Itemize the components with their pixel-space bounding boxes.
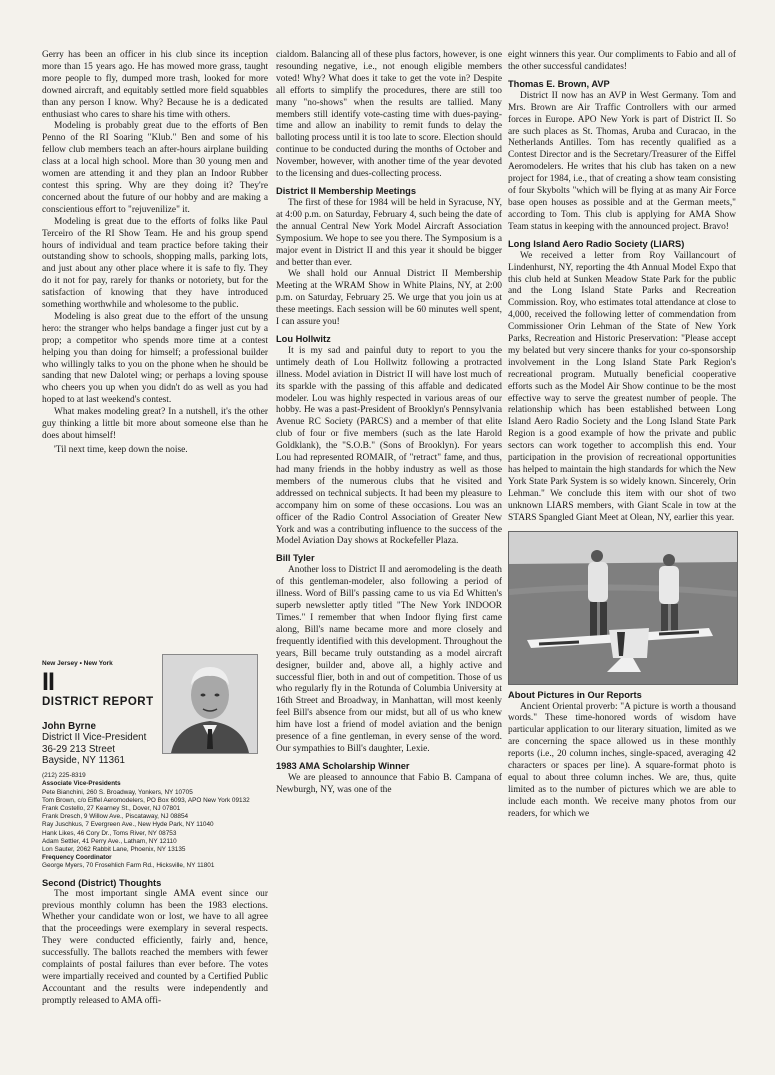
article-paragraph: Modeling is great due to the efforts of folks like Paul Terceiro of the RI Show Team. He and his group spend hours of individual and team practice before taking their outstanding show to schools, shopping malls, parking lots, and just about any other place where it is safe to fly. They do it not for pay, rarely for thanks or notoriety, but for the satisfaction of knowing that they have introduced something worthwhile and wholesome to the public. (42, 216, 268, 311)
region-label: New Jersey • New York (42, 660, 113, 667)
report-title: DISTRICT REPORT (42, 696, 154, 708)
associates-list (42, 780, 268, 870)
district-numeral: II (42, 668, 54, 696)
associate-entry: Frank Dresch, 9 Willow Ave., Piscataway, NJ 08854 (42, 813, 189, 821)
article-paragraph: We are pleased to announce that Fabio B. Campana of Newburgh, NY, was one of the (276, 772, 502, 795)
article-paragraph: The first of these for 1984 will be held in Syracuse, NY, at 4:00 p.m. on Saturday, February 4, such being the date of the annual Central New York Model Aircraft Association Symposium. We hope to see you there. The Symposium is a major event in District II and this year it should be bigger and better than ever. (276, 197, 502, 268)
district-report-block (42, 660, 268, 1008)
associate-entry: Lon Sauter, 2062 Rabbit Lane, Phoenix, NY 13135 (42, 846, 186, 854)
article-paragraph: eight winners this year. Our compliments to Fabio and all of the other successful candidates! (508, 50, 736, 72)
section-heading: Lou Hollwitz (276, 333, 331, 344)
portrait-image (163, 655, 257, 753)
model-airplane-photo (509, 532, 737, 684)
vp-city: Bayside, NY 11361 (42, 754, 125, 766)
coordinator-entry: George Myers, 70 Frosehlich Farm Rd., Hicksville, NY 11801 (42, 862, 215, 870)
field-photo (508, 531, 738, 685)
article-paragraph: Ancient Oriental proverb: "A picture is worth a thousand words." These time-honored words of wisdom have particular application to our literary situation, limited as we are concerning the space allowed us in these monthly reports (i.e., 20 column inches, single-spaced, averaging 42 characters or spaces per line). A square-format photo is equal to about three column inches. We are, thus, quite limited as to the number of pictures which we are able to include each month. We receive many photos from our readers, for which we (508, 701, 736, 819)
section-heading: Bill Tyler (276, 553, 315, 564)
vice-president-photo (162, 654, 258, 754)
associates-label: Associate Vice-Presidents (42, 780, 121, 788)
column-right (508, 50, 736, 821)
article-paragraph: Modeling is also great due to the effort of the unsung hero: the stranger who helps bandage a finger just cut by a prop; a competitor who spends more time at a contest helping you than doing for himself; a professional builder who willingly talks to you on the phone when he should be sanding that new Dalotel wing; or perhaps a loving spouse who cheers you up when you didn't do as well as you had hoped to at last weekend's contest. (42, 311, 268, 406)
section-heading: Thomas E. Brown, AVP (508, 78, 610, 89)
associate-entry: Frank Costello, 27 Kearney St., Dover, NJ 07801 (42, 805, 181, 812)
article-paragraph: We received a letter from Roy Vaillancourt of Lindenhurst, NY, reporting the 4th Annual Model Expo that this club held at Sunken Meadow State Park for the public and the Long Island State Parks and Recreation Commission. Roy, who estimates total attendance at close to 4,000, received the following letter of commendation from Commissioner Orin Lehman of the State of New York Parks, Recreation and Historic Preservation: "Please accept my belated but very sincere thanks for your co-sponsorship involvement in the Long Island State Park Region's recreational program. Mutually beneficial cooperative efforts such as the Model Air Show continue to be the most effective way to serve the greatest number of people. The relationship which has been established between Long Island Aero Radio Society and the Long Island State Park Region is a good example of how the private and public sectors can work together to accomplish this end. Your participation in the provision of recreational opportunities has helped to maintain the high standards for which the New York State Park System is so widely known. Sincerely, Orin Lehman." We conclude this item with our shot of two unknown LIARS members, with Giant Scale in tow at the STARS Spangled Giant Meet at Olean, NY, earlier this year. (508, 250, 736, 523)
section-heading: 1983 AMA Scholarship Winner (276, 760, 410, 771)
vp-name: John Byrne (42, 721, 96, 732)
article-paragraph: Gerry has been an officer in his club since its inception more than 15 years ago. He has mowed more grass, taught more people to fly, dumped more trash, looked for more downed aircraft, and equitably settled more field squabbles than any person I know. Why? Because he is a dedicated enthusiast who cares to share his time with others. (42, 50, 268, 120)
associate-entry: Ray Juschkus, 7 Evergreen Ave., New Hyde Park, NY 11040 (42, 821, 214, 829)
section-heading: Second (District) Thoughts (42, 877, 162, 888)
vp-title: District II Vice-President (42, 732, 147, 744)
article-paragraph: cialdom. Balancing all of these plus factors, however, is one resounding negative, i.e., not enough eligible members voted! Why? What does it take to get the vote in? Despite all efforts to simplify the procedures, there are still too many "no-shows" when the results are tallied. Many members still identify vote-casting time with dues-paying-time and allow an inability to remit funds to delay the balloting process until it is too late to score. Election should continue to be conducted during the months of October and November, however, with another time of the year devoted to the licensing and dues-collecting process. (276, 50, 502, 180)
article-paragraph: Another loss to District II and aeromodeling is the death of this gentleman-modeler, also following a period of illness. Word of Bill's passing came to us via Ed Whitten's superb newsletter aptly titled "The New York INDOOR Times." I remember that when Indoor flying first came along, Bill's name became more and more closely and frequently identified with this development. Throughout the years, Bill became truly outstanding as a model aircraft designer, builder and, above all, a highly active and successful flier, both in and out of competition. Those of us who regularly fly in the Rotunda of Columbia University at 16th Street and Broadway, in Manhattan, will most keenly feel Bill's absence from our midst, but all of us who knew him have lost a friend of model aviation and the benign presence of a fine gentleman, in every sense of the word. Our sympathies to Bill's daughter, Lexie. (276, 565, 502, 754)
associate-entry: Pete Bianchini, 260 S. Broadway, Yonkers, NY 10705 (42, 788, 193, 796)
coordinator-label: Frequency Coordinator (42, 854, 112, 862)
column-middle (276, 50, 502, 797)
vp-street: 36-29 213 Street (42, 743, 115, 755)
article-paragraph: The most important single AMA event since our previous monthly column has been the 1983 elections. Whether your candidate won or lost, we have to all agree that the proceedings were exemplary in several respects. They were conducted efficiently, fairly and, hence, successfully. The ballots reached the members with fewer complaints of postal failures than ever before. The votes were impartially received and counted by a Certified Public Accountant and the results were independently and promptly released to AMA offi- (42, 888, 268, 1006)
article-paragraph: District II now has an AVP in West Germany. Tom and Mrs. Brown are Air Traffic Controllers with our armed forces in Europe. APO New York is part of District II. So are such places as St. Thomas, Aruba and Curacao, in the Netherlands Antilles. Tom has recently qualified as a Contest Director and is the Secretary/Treasurer of the Eiffel Aeromodelers. He writes that his club has taken on a new project for 1984, i.e., that of creating a show team consisting of four Skybolts "which will be flying at as many Air Force base open houses as possible and at the German meets," according to Tom. This club is applying for AMA Show Team status in keeping with the announced project. Bravo! (508, 90, 736, 232)
column-left (42, 50, 268, 457)
article-paragraph: We shall hold our Annual District II Membership Meeting at the WRAM Show in White Plains, NY, at 2:00 p.m. on Saturday, February 25. We urge that you join us at these meetings. Each session will be 60 minutes well spent, I can assure you! (276, 269, 502, 328)
article-paragraph: It is my sad and painful duty to report to you the untimely death of Lou Hollwitz following a protracted illness. Model aviation in District II will have lost much of its sparkle with the passing of this affable and dedicated modeler. Lou was highly respected in various areas of our hobby. He was a past-President of Brooklyn's Pennsylvania Avenue RC Society (PARCS) and a member of that elite club of four or five members (such as the late Harold Goldklank), the "S.O.B." (Sons of Brooklyn). For years Lou had represented ROMAIR, of "retract" fame, and thus, had many friends in the hobby industry as well as those members of the numerous clubs that he visited and addressed on technical subjects. It had been my pleasure to accompany him on some of these occasions. Lou was an officer of the Radio Control Association of Greater New York and was a contributing influence to the success of the Model Aviation Day shows at Rockefeller Plaza. (276, 345, 502, 547)
closing-line: 'Til next time, keep down the noise. (54, 444, 188, 455)
article-paragraph: Modeling is probably great due to the efforts of Ben Penno of the RI Soaring "Klub." Ben and some of his fellow club members teach an after-hours airplane building class at a local high school. More than 30 young men and women are attending it and they plan an Indoor Rubber contest this spring. Why are they doing it? They're concerned about the future of our hobby and are making a conscientious effort to "rejuvenilize" it. (42, 121, 268, 215)
section-heading: District II Membership Meetings (276, 185, 416, 196)
vp-phone: (212) 225-8319 (42, 772, 86, 780)
associate-entry: Tom Brown, c/o Eiffel Aeromodelers, PO Box 6093, APO New York 09132 (42, 796, 250, 804)
section-heading: About Pictures in Our Reports (508, 689, 642, 700)
associate-entry: Hank Likes, 46 Cory Dr., Toms River, NY 08753 (42, 829, 177, 837)
associate-entry: Adam Settler, 41 Perry Ave., Latham, NY 12110 (42, 837, 177, 845)
article-paragraph: What makes modeling great? In a nutshell, it's the other guy thinking a little bit more about someone else than he does about himself! (42, 407, 268, 441)
section-heading: Long Island Aero Radio Society (LIARS) (508, 238, 685, 249)
